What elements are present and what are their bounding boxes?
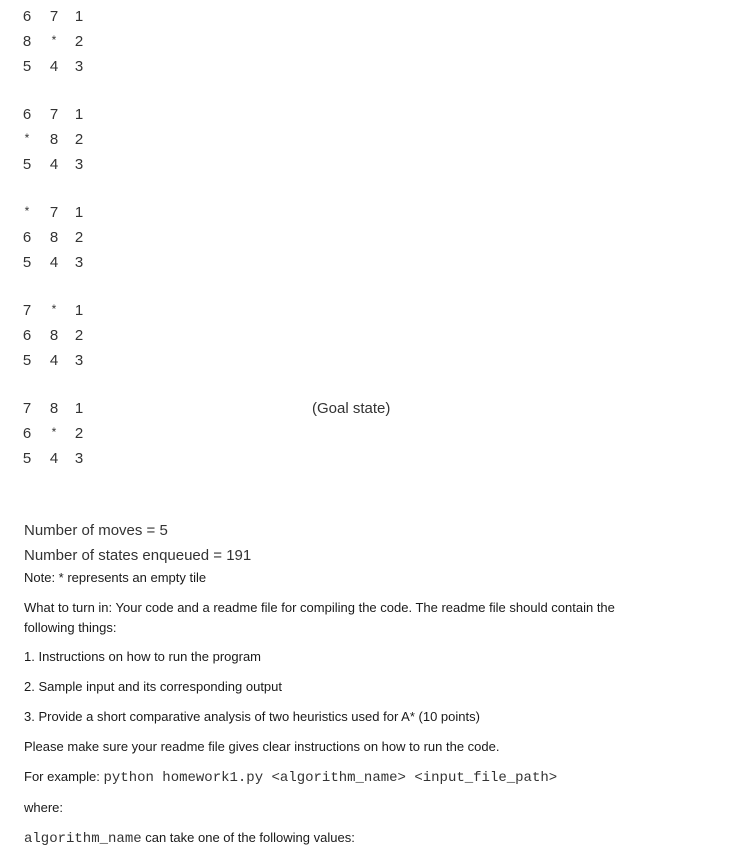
grid-row <box>18 253 98 278</box>
example-label: For example: <box>24 769 104 784</box>
tile: 4 <box>49 156 59 173</box>
readme-item-3: 3. Provide a short comparative analysis of two heuristics used for A* (10 points) <box>24 709 480 724</box>
tile: 4 <box>49 58 59 75</box>
tile: 3 <box>74 58 84 75</box>
tile: 6 <box>22 106 32 123</box>
tile: 6 <box>22 327 32 344</box>
grid-row <box>18 32 98 57</box>
states-enqueued: Number of states enqueued = 191 <box>24 547 252 564</box>
tile: 5 <box>22 450 32 467</box>
tile: 4 <box>49 352 59 369</box>
tile: 5 <box>22 352 32 369</box>
where-label: where: <box>24 800 64 815</box>
grid-row <box>18 301 98 326</box>
tile: * <box>51 302 57 316</box>
example-command: python homework1.py <algorithm_name> <input_file_path> <box>103 770 558 786</box>
tile: 8 <box>49 327 59 344</box>
grid-row <box>18 57 98 82</box>
tile: 3 <box>74 254 84 271</box>
tile: 6 <box>22 8 32 25</box>
readme-item-2: 2. Sample input and its corresponding output <box>24 679 283 694</box>
tile: 3 <box>74 450 84 467</box>
tile: 8 <box>49 400 59 417</box>
tile: 8 <box>22 33 32 50</box>
tile: 3 <box>74 156 84 173</box>
tile: 7 <box>49 204 59 221</box>
tile: 1 <box>74 106 84 123</box>
tile: 7 <box>49 106 59 123</box>
tile: 8 <box>49 229 59 246</box>
tile: 2 <box>74 229 84 246</box>
grid-row <box>18 203 98 228</box>
tile: 8 <box>49 131 59 148</box>
clear-instructions-note: Please make sure your readme file gives clear instructions on how to run the code. <box>24 739 500 754</box>
tile: 5 <box>22 58 32 75</box>
tile: 7 <box>22 400 32 417</box>
example-line <box>24 767 714 788</box>
tile: 1 <box>74 400 84 417</box>
puzzle-state-2 <box>18 105 98 180</box>
tile: 4 <box>49 450 59 467</box>
tile: * <box>51 33 57 47</box>
tile: 7 <box>49 8 59 25</box>
tile: 2 <box>74 33 84 50</box>
tile: * <box>51 425 57 439</box>
grid-row <box>18 326 98 351</box>
algorithm-name-line <box>24 828 714 849</box>
tile: * <box>24 204 30 218</box>
tile: 4 <box>49 254 59 271</box>
tile: 6 <box>22 229 32 246</box>
tile: 5 <box>22 254 32 271</box>
grid-row <box>18 449 98 474</box>
puzzle-state-goal <box>18 399 98 474</box>
grid-row <box>18 424 98 449</box>
algorithm-name-code: algorithm_name <box>24 831 142 847</box>
tile: 2 <box>74 131 84 148</box>
tile: 1 <box>74 302 84 319</box>
grid-row <box>18 228 98 253</box>
number-of-moves: Number of moves = 5 <box>24 522 168 539</box>
grid-row <box>18 7 98 32</box>
puzzle-state-1 <box>18 7 98 82</box>
readme-item-1: 1. Instructions on how to run the program <box>24 649 262 664</box>
tile: 1 <box>74 8 84 25</box>
tile: * <box>24 131 30 145</box>
tile: 5 <box>22 156 32 173</box>
tile: 2 <box>74 425 84 442</box>
grid-row <box>18 130 98 155</box>
turn-in-paragraph: What to turn in: Your code and a readme file for compiling the code. The readme file should contain the following things: <box>24 600 615 635</box>
tile: 2 <box>74 327 84 344</box>
grid-row <box>18 399 98 424</box>
goal-state-label: (Goal state) <box>312 400 391 417</box>
puzzle-state-3 <box>18 203 98 278</box>
tile: 7 <box>22 302 32 319</box>
grid-row <box>18 155 98 180</box>
algorithm-name-text: can take one of the following values: <box>141 830 355 845</box>
tile: 6 <box>22 425 32 442</box>
puzzle-state-4 <box>18 301 98 376</box>
tile: 3 <box>74 352 84 369</box>
tile: 1 <box>74 204 84 221</box>
grid-row <box>18 105 98 130</box>
empty-tile-note: Note: * represents an empty tile <box>24 570 207 585</box>
grid-row <box>18 351 98 376</box>
